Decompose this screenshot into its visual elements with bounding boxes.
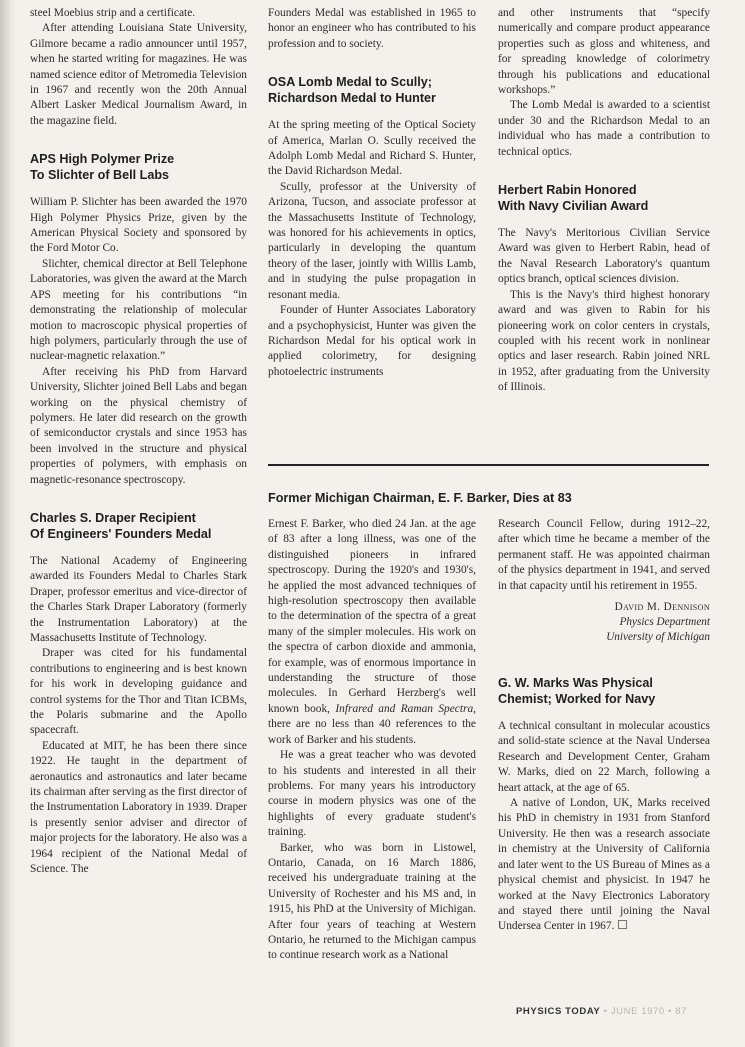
page-binding-shadow (0, 0, 16, 1047)
column-3 (498, 6, 710, 396)
page-footer (516, 1006, 687, 1017)
headline-line: Chemist; Worked for Navy (498, 692, 656, 707)
column-1 (30, 6, 247, 878)
paragraph: The Navy's Meritorious Civilian Service Award was given to Herbert Rabin, head of the Naval Research Laboratory's quantum optics branch, optical sciences division. (498, 227, 710, 286)
paragraph: Barker, who was born in Listowel, Ontario, Canada, on 16 March 1886, received his undergraduate training at the University of Rochester and his MS and, in 1915, his PhD at the University of Michigan. After four years of teaching at Western Ontario, he returned to the Michigan campus to continue research work as a National (268, 841, 476, 962)
paragraph: Founders Medal was established in 1965 to honor an engineer who has contributed to his profession and to society. (268, 7, 476, 50)
headline-barker-obituary: Former Michigan Chairman, E. F. Barker, Dies at 83 (268, 491, 572, 505)
paragraph: Founder of Hunter Associates Laboratory and a psychophysicist, Hunter was given the Richardson Medal for his optical work in applied colorimetry, for designing photoelectric instruments (268, 304, 476, 378)
footer-date: JUNE 1970 (610, 1006, 665, 1017)
footer-page-number: 87 (675, 1006, 687, 1017)
headline-line: Richardson Medal to Hunter (268, 91, 436, 106)
headline-line: G. W. Marks Was Physical (498, 676, 653, 691)
footer-separator: • (603, 1006, 608, 1017)
paragraph: This is the Navy's third highest honorary award and was given to Rabin for his pioneering work on color centers in crystals, coupled with his recent work in nonlinear optics and laser research. Rabin joined NRL in 1952, after graduating from the University of Illinois. (498, 288, 710, 394)
paragraph: Scully, professor at the University of Arizona, Tucson, and associate professor at the Massachusetts Institute of Technology, was honored for his achievements in optics, particularly in developing the quantum theory of the laser, jointly with Willis Lamb, and in studying the pulse propagation in resonant media. (268, 180, 476, 301)
text-run: Ernest F. Barker, who died 24 Jan. at the age of 83 after a long illness, was one of the distinguished pioneers in infrared spectroscopy. During the 1920's and 1930's, he applied the most advanced techniques of high-resolution spectroscopy then available to the determination of the spectra of a great many of the simpler molecules. His work on the spectra of carbon dioxide and ammonia, for example, was of enormous importance in understanding the structure of those molecules. In Gerhard Herzberg's well known book, (268, 518, 476, 715)
paragraph: At the spring meeting of the Optical Society of America, Marlan O. Scully received the Adolph Lomb Medal and Richard S. Hunter, the David Richardson Medal. (268, 119, 476, 178)
barker-marks-column (498, 517, 710, 935)
paragraph (498, 796, 710, 935)
headline-line: Of Engineers' Founders Medal (30, 526, 212, 541)
paragraph: steel Moebius strip and a certificate. (30, 7, 196, 19)
paragraph: Educated at MIT, he has been there since 1922. He taught in the department of aeronautics and astronautics and later became its chairman after serving as the first director of the Instrumentation Laboratory in 1939. Draper is presently senior adviser and director of major projects for the laboratory. He also was a 1964 recipient of the National Medal of Science. The (30, 739, 247, 876)
barker-article-column (268, 517, 476, 964)
paragraph: William P. Slichter has been awarded the 1970 High Polymer Physics Prize, given by the American Physical Society and sponsored by the Ford Motor Co. (30, 196, 247, 255)
end-of-article-mark (618, 920, 627, 929)
headline-osa-medals (268, 74, 476, 106)
paragraph: The Lomb Medal is awarded to a scientist under 30 and the Richardson Medal to an individual who has made a contribution to technical optics. (498, 99, 710, 158)
paragraph: and other instruments that “specify numerically and compare product appearance properties such as gloss and whiteness, and for spreading knowledge of colorimetry through his publications and educational workshops.” (498, 7, 710, 97)
headline-draper-medal (30, 510, 247, 542)
paragraph: A technical consultant in molecular acoustics and solid-state science at the Naval Undersea Research and Development Center, Graham W. Marks, died on 22 March, following a heart attack, at the age of 65. (498, 720, 710, 794)
column-2 (268, 6, 476, 380)
headline-aps-prize (30, 151, 247, 183)
headline-rabin-award (498, 182, 710, 214)
signature-author: David M. Dennison (614, 601, 710, 614)
paragraph: The National Academy of Engineering awarded its Founders Medal to Charles Stark Draper, professor emeritus and vice-director of the Charles Stark Draper Laboratory (formerly the Instrumentation Laboratory) at the Massachusetts Institute of Technology. (30, 554, 247, 644)
text-run: A native of London, UK, Marks received his PhD in chemistry in 1931 from Stanford University. He then was a research associate in chemistry at the University of California and later went to the US Bureau of Mines as a physical chemist and physicist. In 1947 he worked at the Navy Electronics Laboratory and stayed there until joining the Naval Undersea Center in 1967. (498, 797, 710, 933)
headline-line: Herbert Rabin Honored (498, 183, 637, 198)
headline-line: With Navy Civilian Award (498, 199, 649, 214)
headline-line: To Slichter of Bell Labs (30, 168, 170, 183)
headline-line: APS High Polymer Prize (30, 152, 175, 167)
paragraph: After attending Louisiana State University, Gilmore became a radio announcer until 1957, when he started writing for magazines. He was named science editor of Metromedia Television in 1967 and recently won the 20th Annual Albert Lasker Medical Journalism Award, in the magazine field. (30, 22, 247, 127)
headline-line: Charles S. Draper Recipient (30, 510, 196, 525)
paragraph: Slichter, chemical director at Bell Telephone Laboratories, was given the award at the March APS meeting for his contributions “in demonstrating the relationship of molecular motion to macroscopic physical properties of high polymers, particularly through the use of nuclear-magnetic relaxation.” (30, 257, 247, 363)
section-divider-rule (268, 464, 709, 466)
book-title: Infrared and Raman Spectra, (335, 702, 476, 715)
paragraph: He was a great teacher who was devoted to his students and interested in all their problems. For many years his introductory course in modern physics was one of the highlights of every graduate student's training. (268, 749, 476, 839)
signature-university: University of Michigan (606, 631, 710, 644)
text-run: there are no less than 40 references to the work of Barker and his students. (268, 718, 476, 746)
paragraph (268, 517, 476, 748)
footer-separator: • (668, 1006, 672, 1017)
footer-publication: PHYSICS TODAY (516, 1006, 601, 1017)
signature-department: Physics Department (619, 616, 710, 629)
headline-line: OSA Lomb Medal to Scully; (268, 75, 432, 90)
headline-marks-obituary (498, 675, 710, 707)
paragraph: Research Council Fellow, during 1912–22, after which time he became a member of the permanent staff. He was appointed chairman of the physics department in 1941, and served in that capacity until his retirement in 1955. (498, 518, 710, 592)
paragraph: Draper was cited for his fundamental contributions to engineering and is best known for his work in developing guidance and control systems for the Thor and Titan ICBMs, the Polaris submarine and the Apollo spacecraft. (30, 647, 247, 737)
paragraph: After receiving his PhD from Harvard University, Slichter joined Bell Labs and began working on the physical chemistry of polymers. He later did research on the growth of semiconductor crystals and since 1953 has been involved in the structure and physical properties of polymers, with emphasis on magnetic-resonance spectroscopy. (30, 365, 247, 486)
